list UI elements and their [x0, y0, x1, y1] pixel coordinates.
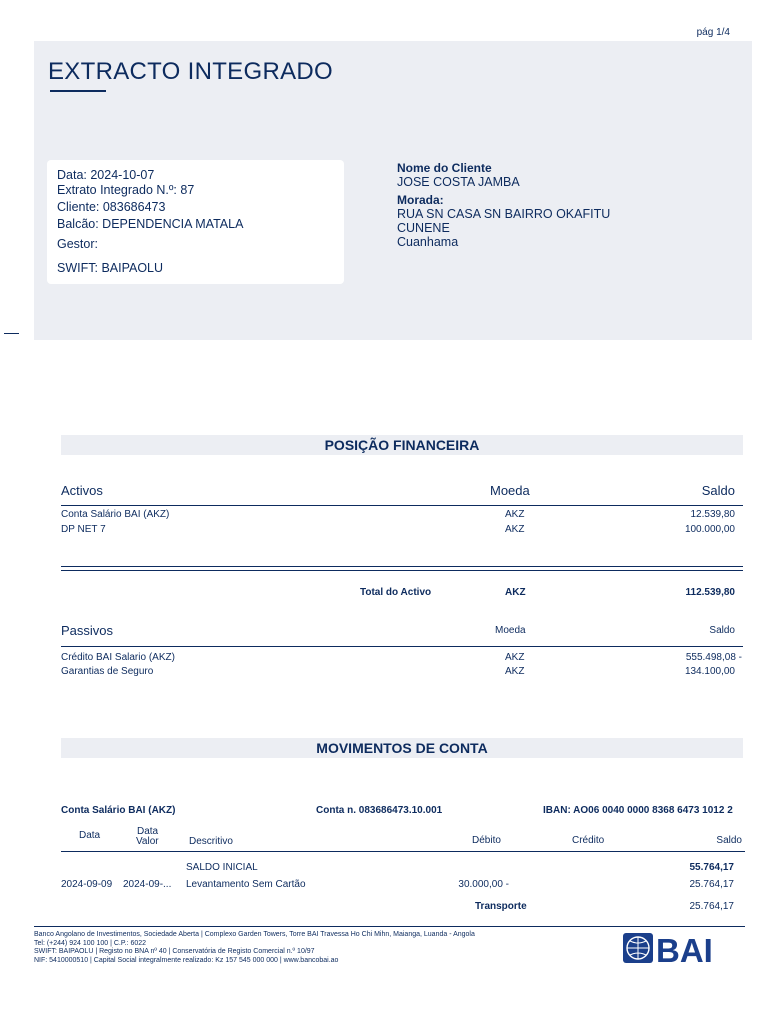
col-header-credit: Crédito	[572, 835, 605, 846]
fold-mark	[4, 333, 19, 334]
liability-row-currency: AKZ	[505, 666, 525, 677]
branch: Balcão: DEPENDENCIA MATALA	[57, 217, 244, 231]
total-assets-currency: AKZ	[505, 587, 526, 598]
liability-row-name: Garantias de Seguro	[61, 666, 154, 677]
opening-balance-value: 55.764,17	[689, 862, 734, 873]
col-header-balance: Saldo	[716, 835, 742, 846]
footer-line: Tel: (+244) 924 100 100 | C.P.: 6022	[34, 939, 147, 947]
assets-header-rule	[61, 505, 743, 506]
asset-row-balance: 100.000,00	[684, 524, 735, 535]
customer-name: JOSE COSTA JAMBA	[397, 175, 520, 189]
address-line-1: RUA SN CASA SN BAIRRO OKAFITU	[397, 207, 611, 221]
footer-legal-text	[34, 931, 594, 965]
opening-balance-label: SALDO INICIAL	[186, 862, 258, 873]
document-title: EXTRACTO INTEGRADO	[48, 58, 333, 85]
customer-name-label: Nome do Cliente	[397, 161, 492, 175]
assets-header-label: Activos	[61, 483, 103, 498]
asset-row-name: DP NET 7	[61, 524, 106, 535]
asset-row-currency: AKZ	[505, 509, 525, 520]
liability-row-balance: 134.100,00	[684, 666, 735, 677]
financial-position-title: POSIÇÃO FINANCEIRA	[324, 437, 480, 453]
address-line-2: CUNENE	[397, 221, 450, 235]
col-header-value-date-1: Data	[137, 826, 159, 837]
bai-logo	[622, 930, 714, 966]
total-assets-balance: 112.539,80	[685, 587, 735, 598]
statement-number: Extrato Integrado N.º: 87	[57, 183, 195, 197]
footer-line: SWIFT: BAIPAOLU | Registo no BNA nº 40 | Conservatória de Registo Comercial n.º 10/97	[34, 948, 315, 956]
total-double-rule-bottom	[61, 570, 743, 571]
footer-line: NIF: 5410000510 | Capital Social integralmente realizado: Kz 157 545 000 000 | www.bancobai.ao	[34, 956, 339, 964]
movement-debit: 30.000,00 -	[458, 879, 509, 890]
asset-row-currency: AKZ	[505, 524, 525, 535]
movements-title: MOVIMENTOS DE CONTA	[316, 740, 488, 756]
statement-date: Data: 2024-10-07	[57, 168, 155, 182]
manager: Gestor:	[57, 237, 98, 251]
col-header-description: Descritivo	[189, 836, 233, 847]
asset-row-balance: 12.539,80	[690, 509, 735, 520]
account-number: Conta n. 083686473.10.001	[316, 805, 443, 816]
liabilities-header-balance: Saldo	[709, 625, 735, 636]
liability-row-name: Crédito BAI Salario (AKZ)	[61, 652, 175, 663]
col-header-debit: Débito	[472, 835, 501, 846]
col-header-date: Data	[79, 830, 101, 841]
movement-date: 2024-09-09	[61, 879, 113, 890]
assets-header-balance: Saldo	[701, 483, 735, 498]
asset-row-name: Conta Salário BAI (AKZ)	[61, 509, 170, 520]
footer-rule	[34, 926, 745, 927]
movement-description: Levantamento Sem Cartão	[186, 879, 306, 890]
account-iban: IBAN: AO06 0040 0000 8368 6473 1012 2	[543, 805, 733, 816]
swift-code: SWIFT: BAIPAOLU	[57, 261, 164, 275]
movements-header-rule	[61, 851, 745, 852]
col-header-value-date-2: Valor	[136, 836, 159, 847]
liabilities-header-currency: Moeda	[495, 625, 526, 636]
liabilities-header-label: Passivos	[61, 623, 114, 638]
client-number: Cliente: 083686473	[57, 200, 166, 214]
movement-value-date: 2024-09-...	[123, 879, 172, 890]
account-name: Conta Salário BAI (AKZ)	[61, 805, 176, 816]
movement-balance: 25.764,17	[689, 879, 734, 890]
assets-header-currency: Moeda	[490, 483, 530, 498]
carry-forward-label: Transporte	[475, 901, 527, 912]
liability-row-currency: AKZ	[505, 652, 525, 663]
total-double-rule-top	[61, 566, 743, 567]
total-assets-label: Total do Activo	[360, 587, 432, 598]
page-number: pág 1/4	[696, 27, 730, 38]
footer-line: Banco Angolano de Investimentos, Sociedade Aberta | Complexo Garden Towers, Torre BAI Travessa Ho Chi Mihn, Maianga, Luanda - Angola	[34, 931, 475, 938]
liabilities-header-rule	[61, 646, 743, 647]
address-label: Morada:	[397, 193, 444, 207]
logo-text: BAI	[656, 932, 713, 966]
carry-forward-balance: 25.764,17	[689, 901, 734, 912]
liability-row-balance: 555.498,08 -	[685, 652, 742, 663]
title-underline	[50, 90, 106, 92]
address-line-3: Cuanhama	[397, 235, 459, 249]
